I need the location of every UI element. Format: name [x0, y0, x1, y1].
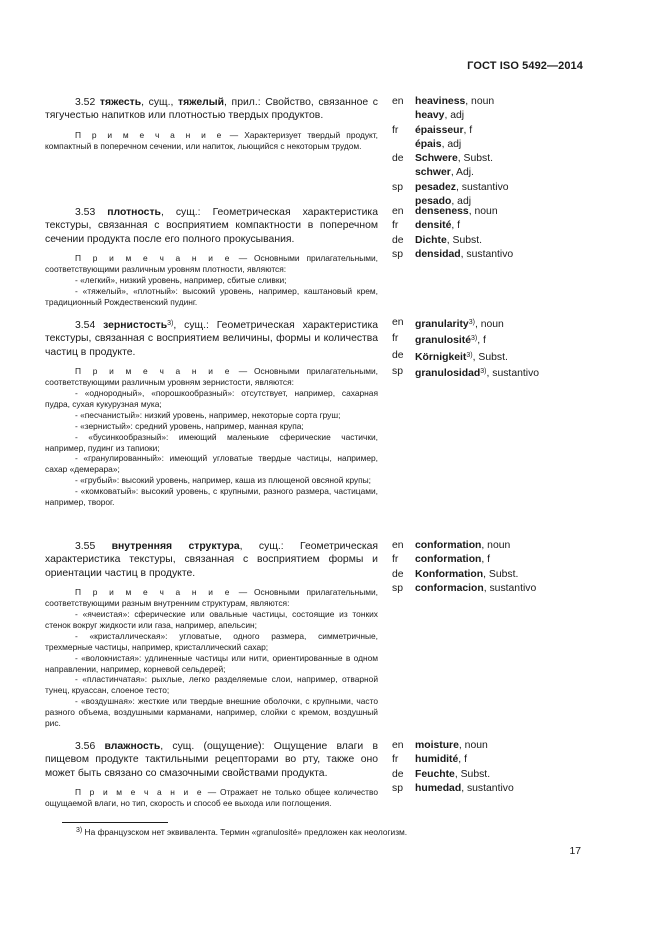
- note-list-item: - «бусинкообразный»: имеющий маленькие сферические частички, например, пудинг из тапиоки;: [45, 431, 378, 453]
- footnote-divider: [62, 822, 168, 823]
- translation-row: en moisture, noun: [392, 740, 488, 751]
- term-note: П р и м е ч а н и е — Основными прилагательными, соответствующими различным уровням плотности, являются:: [45, 253, 378, 275]
- note-list-item: - «тяжелый», «плотный»: высокий уровень, например, каштановый крем, традиционный Рождественский пудинг.: [45, 285, 378, 307]
- note-label: П р и м е ч а н и е: [75, 253, 232, 264]
- note-list-item: - «однородный», «порошкообразный»: отсутствует, например, сахарная пудра, сухая кукурузная мука;: [45, 388, 378, 409]
- term-note: П р и м е ч а н и е — Характеризует твердый продукт, компактный в поперечном сечении, или напиток, льющийся с некоторым трудом.: [45, 129, 379, 151]
- term-note: П р и м е ч а н и е — Основными прилагательными, соответствующими различным уровням зернистости, являются:: [45, 366, 378, 388]
- note-list-item: - «воздушная»: жесткие или твердые внешние оболочки, с крупными, часто разного объема, воздушными карманами, например, слойки с кремом, воздушный рис.: [45, 696, 378, 729]
- translation-row: sp conformacion, sustantivo: [392, 582, 537, 594]
- translation-row: schwer, Adj.: [415, 167, 474, 179]
- translation-row: fr épaisseur, f: [392, 124, 473, 136]
- term-name: тяжесть: [99, 97, 142, 108]
- note-list-item: - «ячеистая»: сферические или овальные частицы, состоящие из тонких стенок вокруг жидкости или газа, например, апельсин;: [45, 609, 378, 630]
- term-number: 3.52: [75, 97, 96, 108]
- term-name-adj: тяжелый: [178, 97, 225, 108]
- note-label: П р и м е ч а н и е: [75, 587, 232, 598]
- translation-row: de Konformation, Subst.: [392, 568, 519, 580]
- term-entry-3-56: [45, 740, 378, 809]
- term-name: плотность: [107, 207, 161, 218]
- translation-row: sp granulosidad$^{3)}$, sustantivo: [392, 365, 540, 379]
- translations-3-52: [392, 95, 622, 209]
- document-header: ГОСТ ISO 5492—2014: [467, 60, 583, 72]
- term-name: влажность: [104, 741, 161, 752]
- translation-row: de Feuchte, Subst.: [392, 768, 491, 780]
- translation-row: sp humedad, sustantivo: [392, 782, 514, 794]
- note-list-item: - «грубый»: высокий уровень, например, каша из плющеной овсяной крупы;: [75, 475, 371, 486]
- translation-row: heavy, adj: [415, 110, 465, 122]
- term-definition: 3.54 зернистость$^{3)}$, сущ.: Геометрическая характеристика текстуры, связанная с восприятием величины, формы и количества частиц в продукте.: [45, 320, 378, 358]
- translation-row: de Dichte, Subst.: [392, 234, 482, 246]
- term-definition: 3.52 тяжесть, сущ., тяжелый, прил.: Свойство, связанное с тягучестью напитков или плотностью твердых продуктов.: [45, 97, 379, 122]
- translation-row: pesado, adj: [415, 196, 472, 208]
- term-number: 3.55: [75, 541, 96, 552]
- translations-3-54: [392, 316, 622, 381]
- term-definition: 3.55 внутренняя структура, сущ.: Геометрическая характеристика текстуры, связанная с восприятием формы и ориентации частиц в продукте.: [45, 541, 378, 579]
- translations-3-56: [392, 739, 622, 796]
- term-definition: 3.53 плотность, сущ.: Геометрическая характеристика текстуры, связанная с восприятием компактности в поперечном сечении продукта после его полного прокусывания.: [45, 207, 378, 245]
- translation-row: de Schwere, Subst.: [392, 153, 493, 165]
- note-label: П р и м е ч а н и е: [75, 366, 232, 377]
- term-name: внутренняя структура: [111, 541, 240, 552]
- note-label: П р и м е ч а н и е: [75, 787, 204, 798]
- footnote-ref: 3): [167, 320, 174, 327]
- term-entry-3-53: [45, 206, 378, 308]
- footnote: $^{3)}$ На французском нет эквивалента. Термин «granulosité» предложен как неологизм.: [76, 827, 408, 837]
- translations-3-55: [392, 539, 622, 596]
- note-list-item: - «легкий», низкий уровень, например, сбитые сливки;: [75, 275, 287, 286]
- translation-row: fr densité, f: [392, 220, 461, 232]
- note-list-item: - «волокнистая»: удлиненные частицы или нити, ориентированные в одном направлении, например, корневой сельдерей;: [45, 652, 378, 674]
- term-note: П р и м е ч а н и е — Основными прилагательными, соответствующими разным внутренним структурам, являются:: [45, 587, 378, 609]
- translation-row: sp densidad, sustantivo: [392, 248, 514, 260]
- term-note: П р и м е ч а н и е — Отражает не только общее количество ощущаемой влаги, но тип, скорость и способ ее выхода или поглощения.: [45, 787, 379, 809]
- translations-3-53: [392, 205, 622, 262]
- translation-row: en conformation, noun: [392, 540, 511, 551]
- note-list-item: - «гранулированный»: имеющий угловатые твердые частицы, например, сахар «демерара»;: [45, 453, 378, 475]
- term-entry-3-55: [45, 540, 378, 729]
- translation-row: fr conformation, f: [392, 554, 491, 566]
- term-number: 3.56: [75, 741, 96, 752]
- translation-row: fr granulosité$^{3)}$, f: [392, 333, 486, 347]
- term-number: 3.53: [75, 207, 96, 218]
- term-definition: 3.56 влажность, сущ. (ощущение): Ощущение влаги в пищевом продукте тактильными рецепторами во рту, также оно может быть связано со смазочными свойствами продукта.: [45, 741, 379, 779]
- translation-row: fr humidité, f: [392, 754, 467, 766]
- note-list-item: - «комковатый»: высокий уровень, с крупными, разного размера, частицами, например, творог.: [45, 486, 378, 508]
- translation-row: en granularity$^{3)}$, noun: [392, 317, 504, 330]
- note-list-item: - «зернистый»: средний уровень, например, манная крупа;: [75, 420, 304, 431]
- note-list-item: - «пластинчатая»: рыхлые, легко разделяемые слои, например, отварной тунец, круассан, слоеное тесто;: [45, 674, 378, 696]
- term-entry-3-52: [45, 96, 378, 152]
- translation-row: sp pesadez, sustantivo: [392, 181, 509, 193]
- translation-row: de Körnigkeit$^{3)}$, Subst.: [392, 349, 508, 363]
- term-entry-3-54: [45, 317, 378, 508]
- footnote-mark: 3): [76, 827, 83, 834]
- term-number: 3.54: [75, 320, 96, 331]
- note-list-item: - «песчанистый»: низкий уровень, например, некоторые сорта груш;: [75, 409, 341, 420]
- note-label: П р и м е ч а н и е: [75, 129, 224, 140]
- note-list-item: - «кристаллическая»: угловатые, одного размера, симметричные, трехмерные частицы, например, кристаллический сахар;: [45, 630, 378, 652]
- page-number: 17: [569, 846, 581, 857]
- translation-row: épais, adj: [415, 138, 462, 150]
- term-name: зернистость: [103, 320, 168, 331]
- translation-row: en heaviness, noun: [392, 96, 495, 107]
- translation-row: en denseness, noun: [392, 206, 498, 217]
